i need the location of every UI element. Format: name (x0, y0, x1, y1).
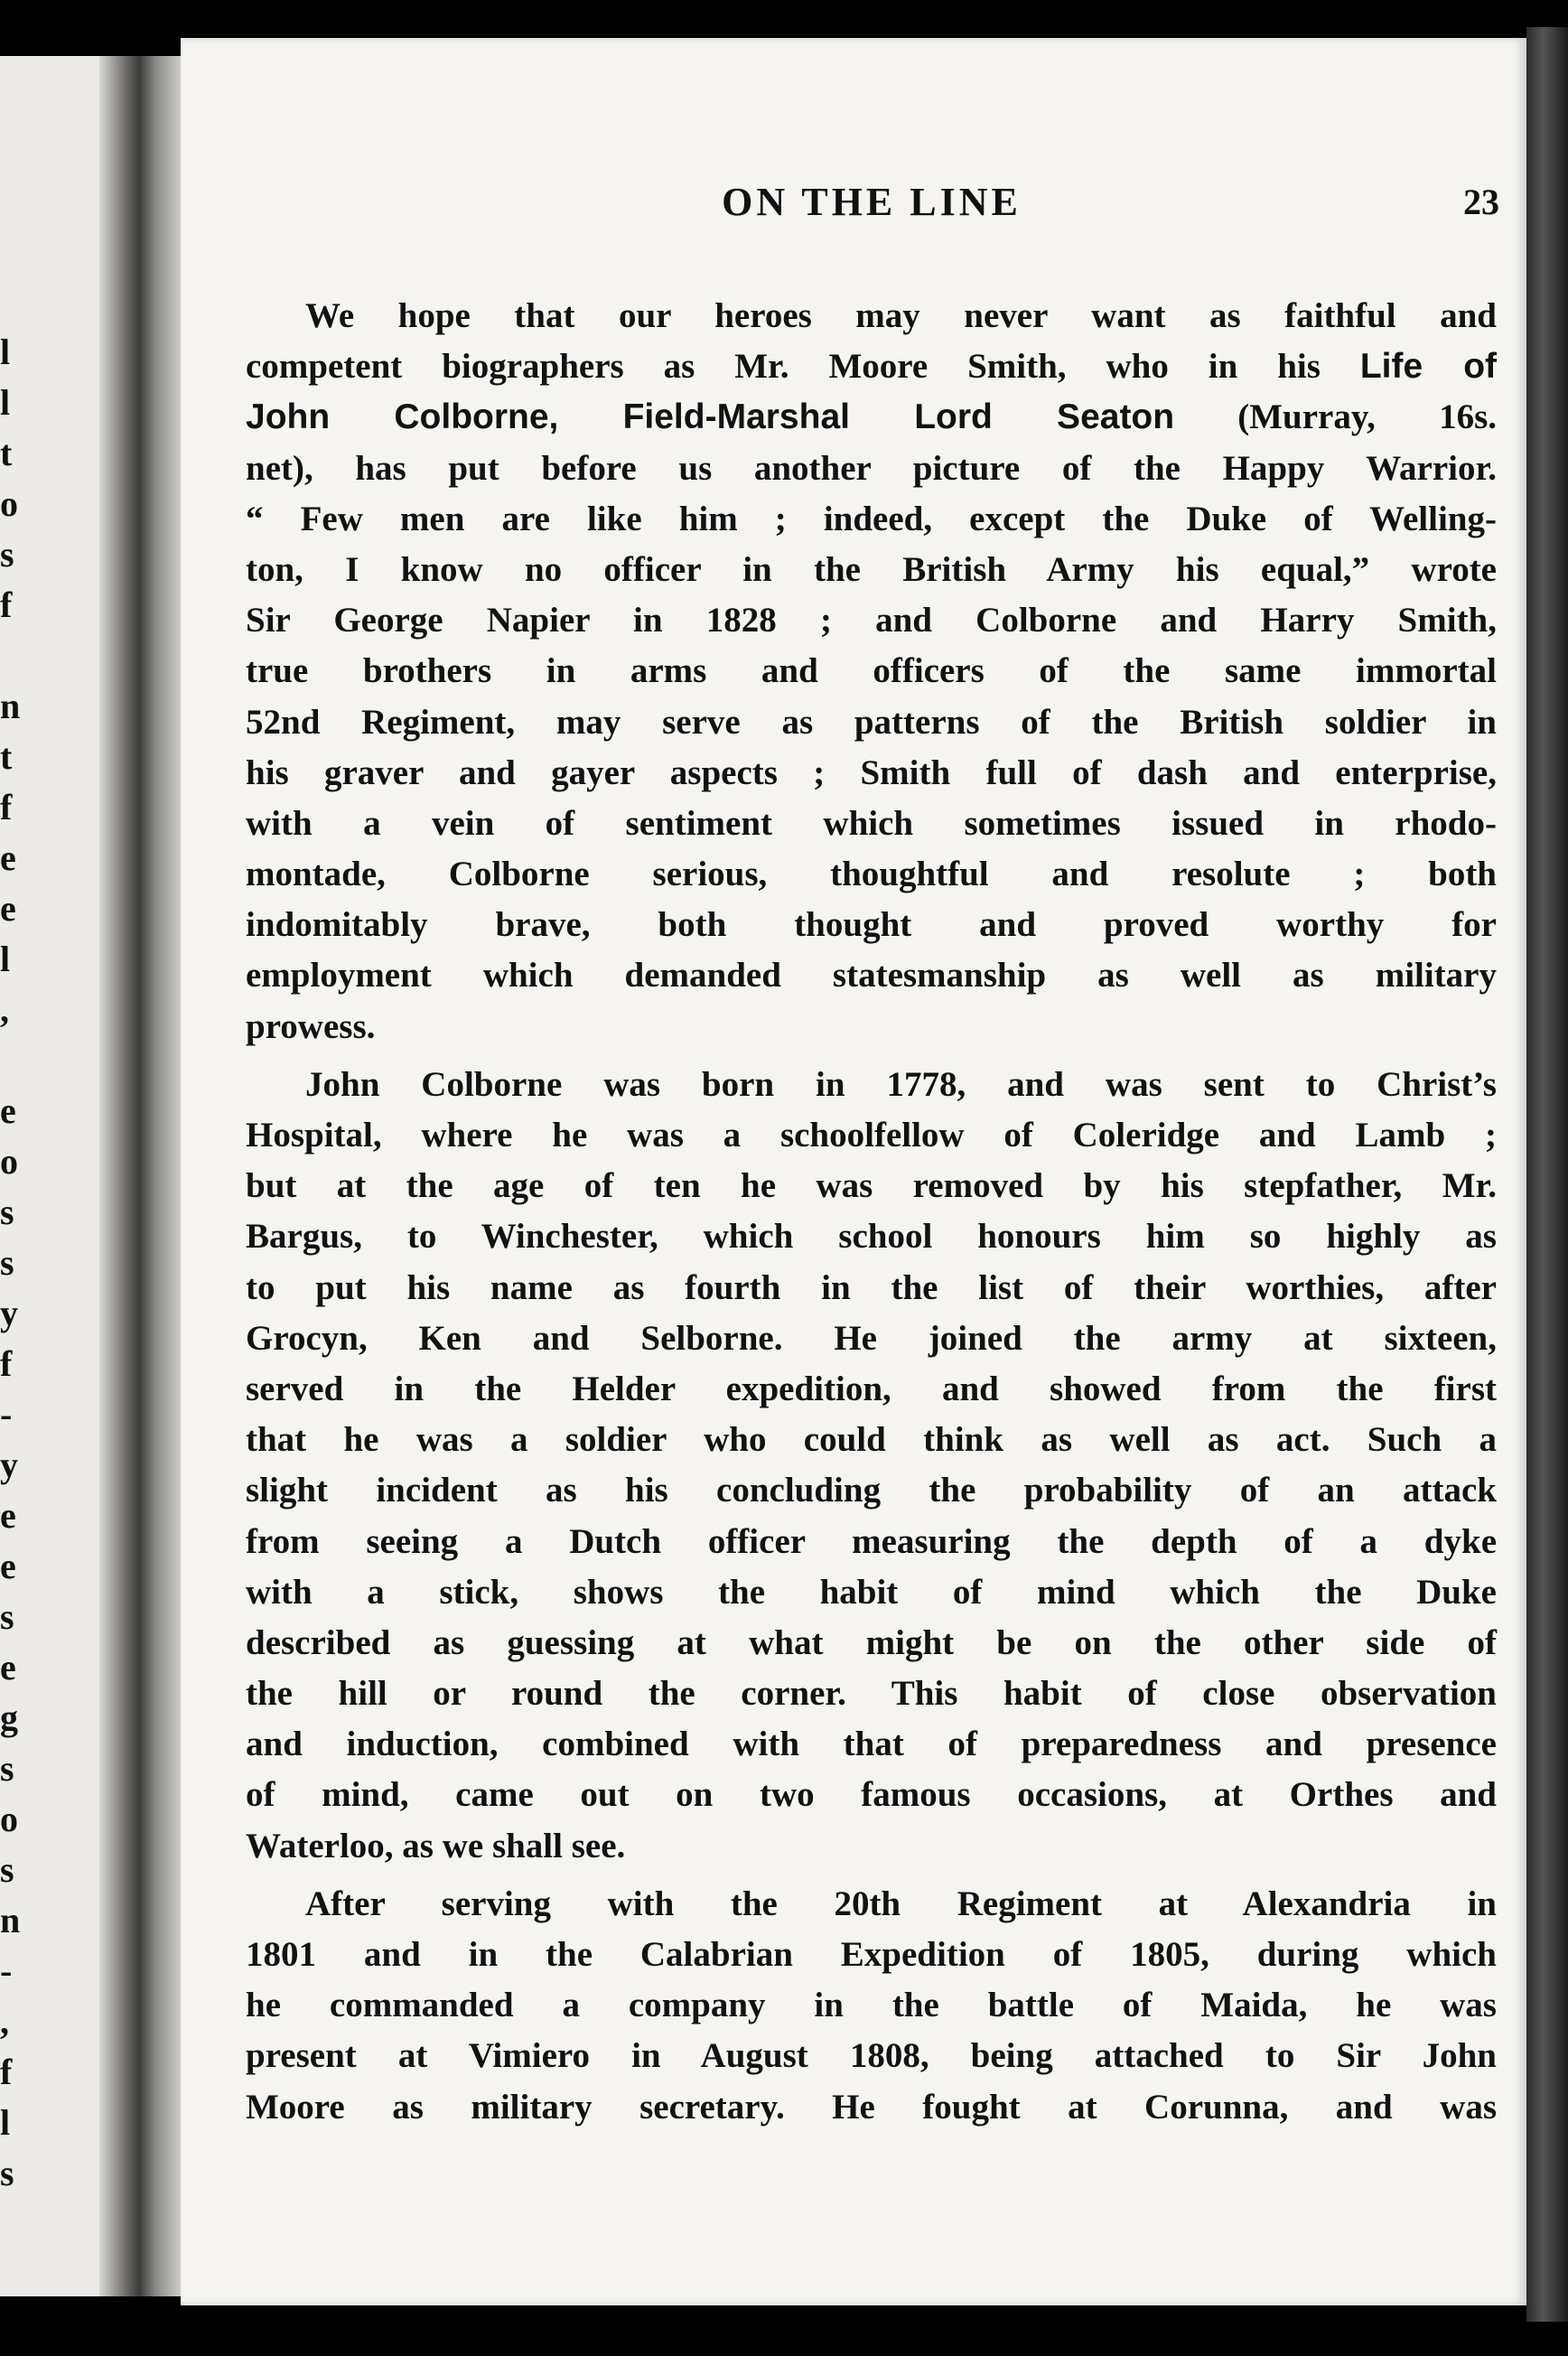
paragraph-gap (246, 1052, 1497, 1060)
cropped-letter: e (0, 1090, 16, 1131)
text-segment: but at the age of ten he was removed by his stepfather, Mr. (246, 1166, 1497, 1206)
text-segment: Waterloo, as we shall see. (246, 1826, 626, 1865)
text-segment: We hope that our heroes may never want as faithful and (305, 296, 1497, 335)
cropped-letter: s (0, 1748, 14, 1789)
cropped-letter: o (0, 1799, 18, 1839)
text-segment: “ Few men are like him ; indeed, except the Duke of Welling- (246, 499, 1497, 538)
text-line (246, 1364, 1497, 1415)
cropped-letter: s (0, 1242, 14, 1283)
text-line (246, 1618, 1497, 1669)
text-line (246, 1161, 1497, 1211)
cropped-letter: n (0, 686, 21, 726)
paragraph (246, 291, 1497, 1052)
text-segment: from seeing a Dutch officer measuring the depth of a dyke (246, 1521, 1497, 1561)
cropped-letter: e (0, 1546, 16, 1586)
text-segment: net), has put before us another picture of the Happy Warrior. (246, 448, 1497, 488)
text-line (246, 1314, 1497, 1364)
text-segment: Hospital, where he was a schoolfellow of Coleridge and Lamb ; (246, 1116, 1497, 1155)
page-edge-shadow (1526, 27, 1568, 2322)
text-line (246, 900, 1497, 950)
text-segment: After serving with the 20th Regiment at Alexandria in (305, 1884, 1497, 1923)
cropped-letter: f (0, 787, 13, 827)
text-segment: to put his name as fourth in the list of their worthies, after (246, 1267, 1497, 1307)
text-segment: present at Vimiero in August 1808, being attached to Sir John (246, 2036, 1497, 2076)
cropped-letter: y (0, 1293, 18, 1333)
cropped-letter: n (0, 1900, 21, 1940)
text-line (246, 2082, 1497, 2133)
text-segment: 1801 and in the Calabrian Expedition of 1805, during which (246, 1935, 1497, 1974)
cropped-letter: t (0, 433, 13, 473)
text-line (246, 545, 1497, 595)
text-segment: competent biographers as Mr. Moore Smith, who in his (246, 347, 1360, 387)
text-line (246, 291, 1497, 341)
text-line (246, 2031, 1497, 2081)
cropped-letter: e (0, 837, 16, 878)
cropped-letter: e (0, 888, 16, 929)
text-segment: Bargus, to Winchester, which school honours him so highly as (246, 1217, 1497, 1257)
cropped-letter: , (0, 989, 9, 1030)
cropped-letter: , (0, 2001, 9, 2042)
text-line (246, 392, 1497, 443)
cropped-letter: l (0, 939, 11, 979)
cropped-letter: t (0, 736, 13, 777)
text-segment: Moore as military secretary. He fought at Corunna, and was (246, 2087, 1497, 2127)
text-line (246, 1669, 1497, 1719)
cropped-letter: f (0, 584, 13, 625)
text-line (246, 1211, 1497, 1262)
cropped-letter: s (0, 1596, 14, 1637)
text-line (246, 1821, 1497, 1872)
cropped-letter: f (0, 1343, 13, 1384)
cropped-letter: f (0, 2052, 13, 2092)
text-line (246, 1719, 1497, 1770)
text-line (246, 494, 1497, 545)
text-line (246, 1879, 1497, 1930)
paragraph-gap (246, 1872, 1497, 1879)
book-title-text: John Colborne, Field-Marshal Lord Seaton (246, 397, 1175, 437)
cropped-letter (0, 1035, 27, 1086)
text-segment: with a vein of sentiment which sometimes issued in rhodo- (246, 803, 1497, 843)
text-segment: employment which demanded statesmanship as well as military (246, 956, 1497, 996)
body-text (246, 291, 1497, 2133)
text-segment: slight incident as his concluding the probability of an attack (246, 1471, 1497, 1510)
text-line (246, 1770, 1497, 1820)
text-line (246, 849, 1497, 900)
paragraph (246, 1060, 1497, 1872)
text-segment: Grocyn, Ken and Selborne. He joined the army at sixteen, (246, 1318, 1497, 1358)
cropped-letter (0, 631, 27, 681)
text-line (246, 646, 1497, 697)
text-segment: true brothers in arms and officers of the same immortal (246, 651, 1497, 691)
text-line (246, 748, 1497, 799)
text-segment: served in the Helder expedition, and showed from the first (246, 1369, 1497, 1408)
cropped-letter: s (0, 1192, 14, 1232)
text-line (246, 1567, 1497, 1618)
cropped-letter: l (0, 382, 11, 423)
text-segment: with a stick, shows the habit of mind which the Duke (246, 1572, 1497, 1612)
text-line (246, 697, 1497, 748)
cropped-letter: o (0, 1141, 18, 1182)
text-segment: prowess. (246, 1006, 376, 1046)
text-line (246, 1415, 1497, 1465)
cropped-letter: - (0, 1394, 13, 1435)
text-segment: the hill or round the corner. This habit of close observation (246, 1674, 1497, 1714)
cropped-letter: - (0, 1950, 13, 1991)
text-segment: he commanded a company in the battle of Maida, he was (246, 1986, 1497, 2025)
text-line (246, 1060, 1497, 1110)
text-segment: described as guessing at what might be on the other side of (246, 1622, 1497, 1662)
cropped-letter: g (0, 1697, 18, 1738)
running-head (244, 179, 1499, 233)
cropped-letter: s (0, 534, 14, 575)
cropped-letter: l (0, 2102, 11, 2143)
text-line (246, 950, 1497, 1001)
text-segment: montade, Colborne serious, thoughtful and resolute ; both (246, 855, 1497, 894)
page-number: 23 (1463, 182, 1499, 222)
text-line (246, 595, 1497, 646)
text-segment: that he was a soldier who could think as well as act. Such a (246, 1420, 1497, 1460)
cropped-letter: s (0, 2153, 14, 2193)
cropped-letter: o (0, 483, 18, 524)
text-line (246, 1002, 1497, 1052)
cropped-letter: s (0, 1849, 14, 1890)
cropped-letter: l (0, 332, 11, 372)
text-line (246, 1263, 1497, 1314)
text-line (246, 1110, 1497, 1161)
cropped-letter: y (0, 1444, 18, 1485)
text-segment: John Colborne was born in 1778, and was sent to Christ’s (305, 1064, 1497, 1104)
text-segment: (Murray, 16s. (1174, 397, 1497, 437)
text-line (246, 1517, 1497, 1567)
text-segment: of mind, came out on two famous occasions, at Orthes and (246, 1775, 1497, 1815)
text-line (246, 1930, 1497, 1980)
text-segment: Sir George Napier in 1828 ; and Colborne and Harry Smith, (246, 601, 1497, 640)
text-segment: indomitably brave, both thought and proved worthy for (246, 905, 1497, 945)
book-title-text: Life of (1359, 347, 1498, 387)
text-segment: and induction, combined with that of preparedness and presence (246, 1725, 1497, 1764)
text-line (246, 341, 1497, 392)
cropped-letter: e (0, 1647, 16, 1688)
text-segment: 52nd Regiment, may serve as patterns of the British soldier in (246, 702, 1497, 742)
text-line (246, 1465, 1497, 1516)
right-page (181, 38, 1526, 2305)
text-segment: ton, I know no officer in the British Army his equal,” wrote (246, 549, 1497, 589)
text-segment: his graver and gayer aspects ; Smith full of dash and enterprise, (246, 753, 1497, 792)
paragraph (246, 1879, 1497, 2133)
cropped-letter: e (0, 1495, 16, 1536)
text-line (246, 799, 1497, 849)
text-line (246, 444, 1497, 494)
left-page-cropped-letters (0, 327, 27, 2199)
running-title: ON THE LINE (722, 180, 1022, 224)
text-line (246, 1980, 1497, 2031)
